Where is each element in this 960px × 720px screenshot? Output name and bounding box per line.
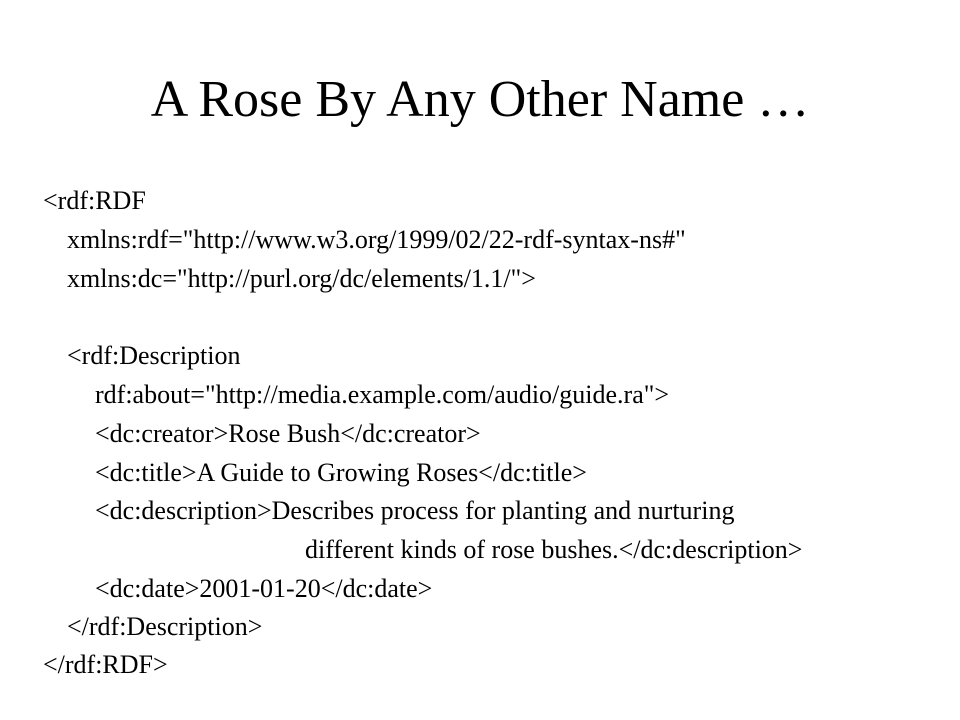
code-line-dc-title: <dc:title>A Guide to Growing Roses</dc:title> [95, 458, 587, 487]
code-line-xmlns-rdf: xmlns:rdf="http://www.w3.org/1999/02/22-rdf-syntax-ns#" [67, 225, 686, 254]
code-line-rdf-close: </rdf:RDF> [43, 650, 168, 679]
code-line-dc-date: <dc:date>2001-01-20</dc:date> [95, 574, 433, 603]
slide-title: A Rose By Any Other Name … [150, 71, 810, 128]
code-line-xmlns-dc: xmlns:dc="http://purl.org/dc/elements/1.1/"> [67, 264, 536, 293]
code-line-dc-description-cont: different kinds of rose bushes.</dc:description> [305, 535, 803, 564]
code-line-dc-description: <dc:description>Describes process for planting and nurturing [95, 496, 735, 525]
code-line-description-close: </rdf:Description> [67, 612, 263, 641]
code-line-rdf-open: <rdf:RDF [43, 186, 146, 215]
code-line-description-open: <rdf:Description [67, 341, 241, 370]
code-line-dc-creator: <dc:creator>Rose Bush</dc:creator> [95, 419, 481, 448]
code-line-rdf-about: rdf:about="http://media.example.com/audio/guide.ra"> [95, 380, 670, 409]
